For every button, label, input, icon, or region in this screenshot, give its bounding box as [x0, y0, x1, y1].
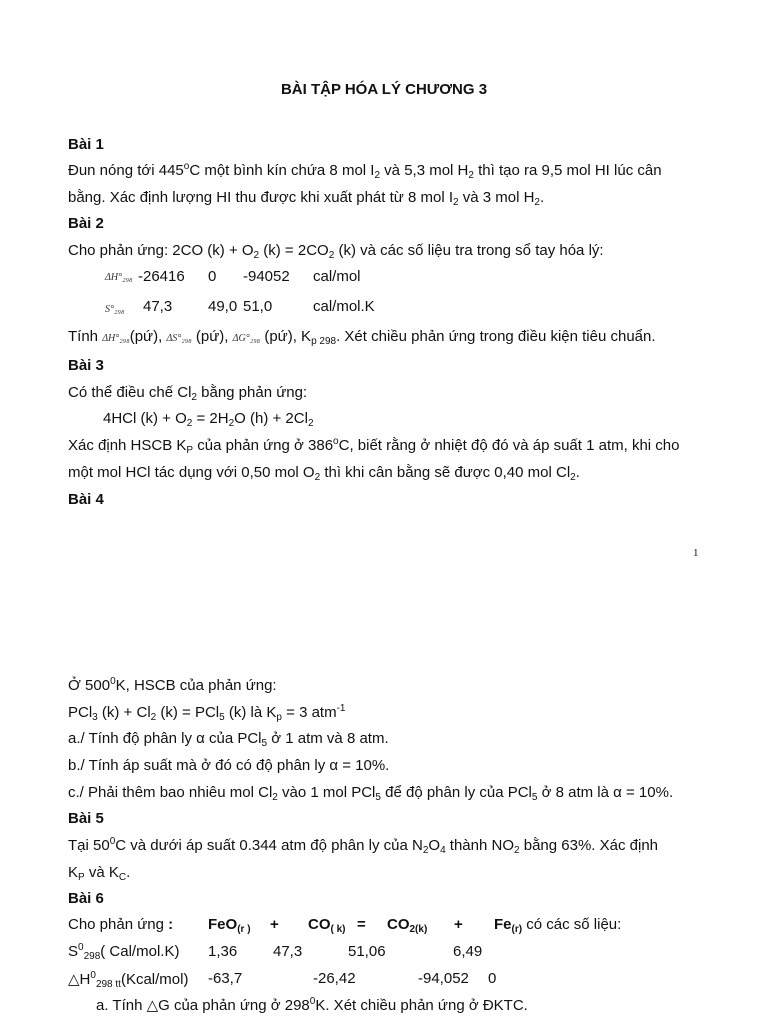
enthalpy-co2-value: -94,052 — [418, 970, 469, 987]
exercise-4-line-1: Ở $500^0K$, HSCB của phản ứng: — [68, 676, 277, 694]
exercise-6-heading: Bài 6 — [68, 890, 104, 907]
exercise-4-part-a: a./ Tính độ phân ly α của PCl$_5$ ở 1 atm và 8 atm. — [68, 730, 389, 749]
enthalpy-row-label: $\triangle H^0_{298 tt}(Kcal/mol)$ — [68, 970, 189, 990]
equals-sign: = — [357, 916, 366, 933]
enthalpy-co2: -94052 — [243, 268, 290, 285]
entropy-fe: 6,49 — [453, 943, 483, 960]
page-number: 1 — [693, 547, 699, 559]
page-title: BÀI TẬP HÓA LÝ CHƯƠNG 3 — [280, 81, 488, 98]
exercise-3-heading: Bài 3 — [68, 357, 104, 374]
entropy-row-label: $S^0_{298}$( Cal/mol.K) — [68, 942, 180, 962]
exercise-2-heading: Bài 2 — [68, 215, 104, 232]
exercise-3-line-3: Xác định HSCB $K_P$ của phản ứng ở 386$^o$C, biết rằng ở nhiệt độ đó và áp suất 1 atm, khi cho — [68, 436, 680, 456]
enthalpy-co-value: -26,42 — [313, 970, 356, 987]
exercise-5-line-2: $K_P$ và $K_C$. — [68, 864, 131, 883]
exercise-5-line-1: Tại $50^0C$ và dưới áp suất 0.344 atm độ phân ly của $N_2O_4$ thành $NO_2$ bằng 63%. Xác định — [68, 836, 658, 856]
product-fe: $Fe_{(r)}$ có các số liệu: — [494, 916, 622, 935]
entropy-co2: 51,0 — [243, 298, 273, 315]
exercise-4-equation: PCl$_3$ $(k) + Cl_2$ (k) = PCl$_5$ (k) là $K_p = 3$ atm$^{-1}$ — [68, 703, 346, 723]
enthalpy-o2: 0 — [208, 268, 217, 285]
entropy-co-value: 47,3 — [273, 943, 303, 960]
entropy-symbol: S°₂₉₈ — [105, 304, 125, 315]
exercise-1-heading: Bài 1 — [68, 136, 104, 153]
exercise-4-part-c: c./ Phải thêm bao nhiêu mol $Cl_2$ vào 1 mol PCl$_5$ để độ phân ly của PCl$_5$ ở 8 atm là α = 10%. — [68, 784, 674, 803]
entropy-o2: 49,0 — [208, 298, 238, 315]
exercise-1-line-1: Đun nóng tới 445$^o$C một bình kín chứa 8 mol $I_2$ và 5,3 mol $H_2$ thì tạo ra 9,5 mol HI lúc cân — [68, 161, 662, 181]
plus-sign-2: + — [454, 916, 463, 933]
enthalpy-feo: -63,7 — [208, 970, 243, 987]
reactant-feo: FeO$_{(r )}$ — [208, 916, 251, 935]
entropy-co2-value: 51,06 — [348, 943, 386, 960]
entropy-co: 47,3 — [143, 298, 173, 315]
enthalpy-fe: 0 — [488, 970, 497, 987]
exercise-3-line-4: một mol HCl tác dụng với 0,50 mol $O_2$ thì khi cân bằng sẽ được 0,40 mol $Cl_2$. — [68, 464, 580, 483]
reaction-intro: Cho phản ứng : — [68, 916, 174, 933]
reactant-co: $CO_{( k)}$ — [308, 916, 346, 935]
exercise-2-question: Tính ΔH°₂₉₈(pứ), ΔS°₂₉₈ (pứ), ΔG°₂₉₈ (pứ), $K_{p 298}$. Xét chiều phản ứng trong điều kiện tiêu chuẩn. — [68, 328, 656, 347]
exercise-4-heading: Bài 4 — [68, 491, 104, 508]
exercise-6-part-a: a. Tính △G của phản ứng ở $298^0K$. Xét chiều phản ứng ở ĐKTC. — [96, 996, 528, 1014]
exercise-4-part-b: b./ Tính áp suất mà ở đó có độ phân ly α = 10%. — [68, 757, 390, 774]
entropy-unit: cal/mol.K — [313, 298, 375, 315]
exercise-3-equation: 4HCl $(k) + O_2 = 2H_2O$ $(h) + 2Cl_2$ — [103, 410, 314, 429]
enthalpy-symbol: ΔH°₂₉₈ — [105, 272, 133, 283]
enthalpy-unit: cal/mol — [313, 268, 361, 285]
exercise-2-line-1: Cho phản ứng: 2CO $(k) + O_2$ $(k) = 2CO_2$ (k) và các số liệu tra trong sổ tay hóa lý: — [68, 242, 604, 261]
exercise-1-line-2: bằng. Xác định lượng HI thu được khi xuất phát từ 8 mol $I_2$ và 3 mol $H_2$. — [68, 189, 545, 208]
exercise-3-line-1: Có thể điều chế $Cl_2$ bằng phản ứng: — [68, 384, 308, 403]
entropy-feo: 1,36 — [208, 943, 238, 960]
exercise-5-heading: Bài 5 — [68, 810, 104, 827]
plus-sign-1: + — [270, 916, 279, 933]
product-co2: $CO_{2(k)}$ — [387, 916, 428, 935]
enthalpy-co: -26416 — [138, 268, 185, 285]
